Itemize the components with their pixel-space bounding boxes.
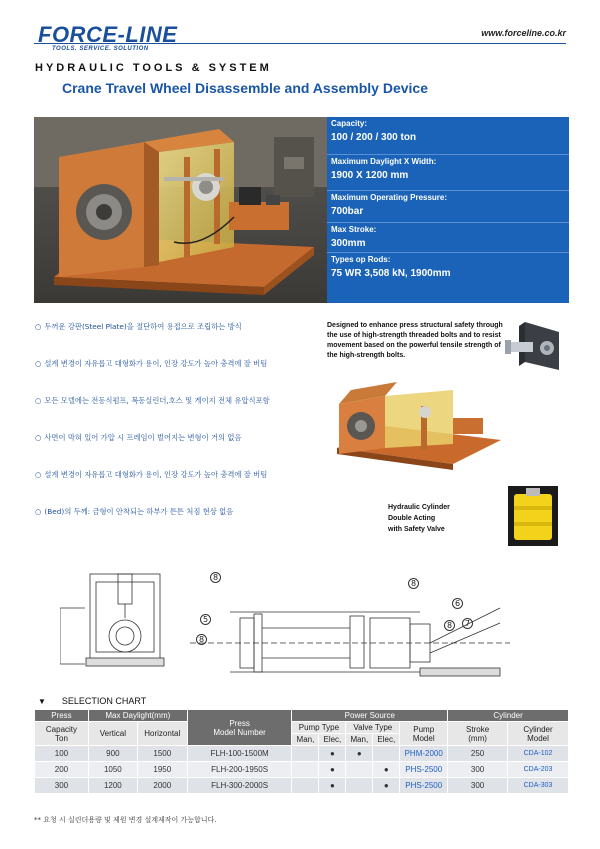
spec-label: Maximum Operating Pressure: bbox=[331, 193, 448, 202]
col-header-capacity: Capacity Ton bbox=[35, 722, 89, 746]
selection-chart-title: ▼ SELECTION CHART bbox=[38, 696, 147, 706]
spec-capacity bbox=[327, 117, 569, 155]
callout-marker: 8 bbox=[196, 634, 207, 645]
col-header-vertical: Vertical bbox=[88, 722, 137, 746]
bullet-icon: ○ bbox=[35, 359, 42, 368]
page-title: Crane Travel Wheel Disassemble and Assembly Device bbox=[62, 80, 428, 96]
logo bbox=[38, 22, 177, 52]
col-header-valve-type: Valve Type bbox=[346, 722, 400, 734]
bolt-description: Designed to enhance press structural safety through the use of high-strength threaded bolts and to resist movement based on the powerful tensile strength of the high-strength bolts. bbox=[327, 322, 503, 359]
drawing-callouts bbox=[60, 568, 540, 683]
bullet-icon: ○ bbox=[35, 507, 42, 516]
spec-label: Capacity: bbox=[331, 119, 368, 128]
cylinder-image bbox=[508, 486, 558, 550]
spec-value: 75 WR 3,508 kN, 1900mm bbox=[331, 268, 451, 279]
col-header-press: Press bbox=[35, 710, 89, 722]
bullet-icon: ○ bbox=[35, 470, 42, 479]
col-header-model: Press Model Number bbox=[187, 710, 292, 746]
assembly-image bbox=[333, 378, 505, 478]
spec-label: Maximum Daylight X Width: bbox=[331, 157, 437, 166]
spec-list bbox=[327, 117, 569, 303]
spec-value: 300mm bbox=[331, 238, 366, 249]
list-item: ○ (Bed)의 두께: 금형이 안착되는 하부가 튼튼 처짐 현상 없음 bbox=[35, 507, 234, 516]
list-item: ○ 사면이 막혀 있어 가압 시 프레임이 벌어지는 변형이 거의 없음 bbox=[35, 433, 242, 442]
logo-tagline: TOOLS. SERVICE. SOLUTION bbox=[52, 46, 149, 52]
product-photo bbox=[34, 117, 327, 303]
spec-label: Max Stroke: bbox=[331, 225, 377, 234]
callout-marker: 8 bbox=[444, 620, 455, 631]
col-header-horizontal: Horizontal bbox=[137, 722, 187, 746]
col-header-pump-man: Man, bbox=[292, 734, 319, 746]
table-footnote: ** 요청 시 실린더용량 및 제원 변경 설계제작이 가능합니다. bbox=[34, 816, 217, 824]
bullet-icon: ○ bbox=[35, 322, 42, 331]
feature-list bbox=[35, 322, 325, 544]
col-header-stroke: Stroke (mm) bbox=[448, 722, 508, 746]
cylinder-label: Hydraulic Cylinder Double Acting with Safety Valve bbox=[388, 504, 450, 533]
hero-panel bbox=[34, 117, 569, 303]
col-header-pump-elec: Elec, bbox=[319, 734, 346, 746]
page-subtitle: HYDRAULIC TOOLS & SYSTEM bbox=[35, 62, 272, 74]
header-divider bbox=[34, 43, 566, 44]
bolt-image bbox=[505, 318, 563, 384]
spec-pressure bbox=[327, 191, 569, 223]
table-row: 200 1050 1950 FLH-200-1950S ● ● PHS-2500 300 CDA-203 bbox=[35, 762, 569, 778]
spec-value: 100 / 200 / 300 ton bbox=[331, 132, 417, 143]
col-header-valve-elec: Elec, bbox=[373, 734, 400, 746]
list-item: ○ 모든 모델에는 전동식펌프, 복동실린더,호스 및 게이지 전체 유압식포함 bbox=[35, 396, 270, 405]
callout-marker: 7 bbox=[462, 618, 473, 629]
spec-rods bbox=[327, 253, 569, 293]
list-item: ○ 두꺼운 강판(Steel Plate)을 절단하여 용접으로 조립하는 방식 bbox=[35, 322, 242, 331]
col-header-pump-type: Pump Type bbox=[292, 722, 346, 734]
col-header-cylinder-model: Cylinder Model bbox=[508, 722, 569, 746]
spec-stroke bbox=[327, 223, 569, 253]
spec-value: 1900 X 1200 mm bbox=[331, 170, 409, 181]
callout-marker: 6 bbox=[452, 598, 463, 609]
technical-drawing bbox=[60, 568, 540, 687]
table-row: 300 1200 2000 FLH-300-2000S ● ● PHS-2500 300 CDA-303 bbox=[35, 778, 569, 794]
list-item: ○ 설계 변경이 자유롭고 대형화가 용이, 인장 강도가 높아 충격에 잘 버팀 bbox=[35, 470, 268, 479]
table-row: 100 900 1500 FLH-100-1500M ● ● PHM-2000 250 CDA-102 bbox=[35, 746, 569, 762]
logo-text: FORCE-LINE bbox=[38, 22, 178, 47]
col-header-max-daylight: Max Daylight(mm) bbox=[88, 710, 187, 722]
spec-label: Types op Rods: bbox=[331, 255, 391, 264]
bullet-icon: ○ bbox=[35, 396, 42, 405]
col-header-pump-model: Pump Model bbox=[400, 722, 448, 746]
triangle-down-icon: ▼ bbox=[38, 697, 46, 706]
spec-daylight bbox=[327, 155, 569, 191]
col-header-valve-man: Man, bbox=[346, 734, 373, 746]
website-link[interactable]: www.forceline.co.kr bbox=[481, 28, 566, 38]
col-header-power: Power Source bbox=[292, 710, 448, 722]
callout-marker: 8 bbox=[408, 578, 419, 589]
callout-marker: 8 bbox=[210, 572, 221, 583]
callout-marker: 5 bbox=[200, 614, 211, 625]
list-item: ○ 설계 변경이 자유롭고 대형화가 용이, 인장 강도가 높아 충격에 잘 버팀 bbox=[35, 359, 268, 368]
bullet-icon: ○ bbox=[35, 433, 42, 442]
spec-value: 700bar bbox=[331, 206, 364, 217]
col-header-cylinder: Cylinder bbox=[448, 710, 569, 722]
selection-table bbox=[34, 709, 569, 794]
